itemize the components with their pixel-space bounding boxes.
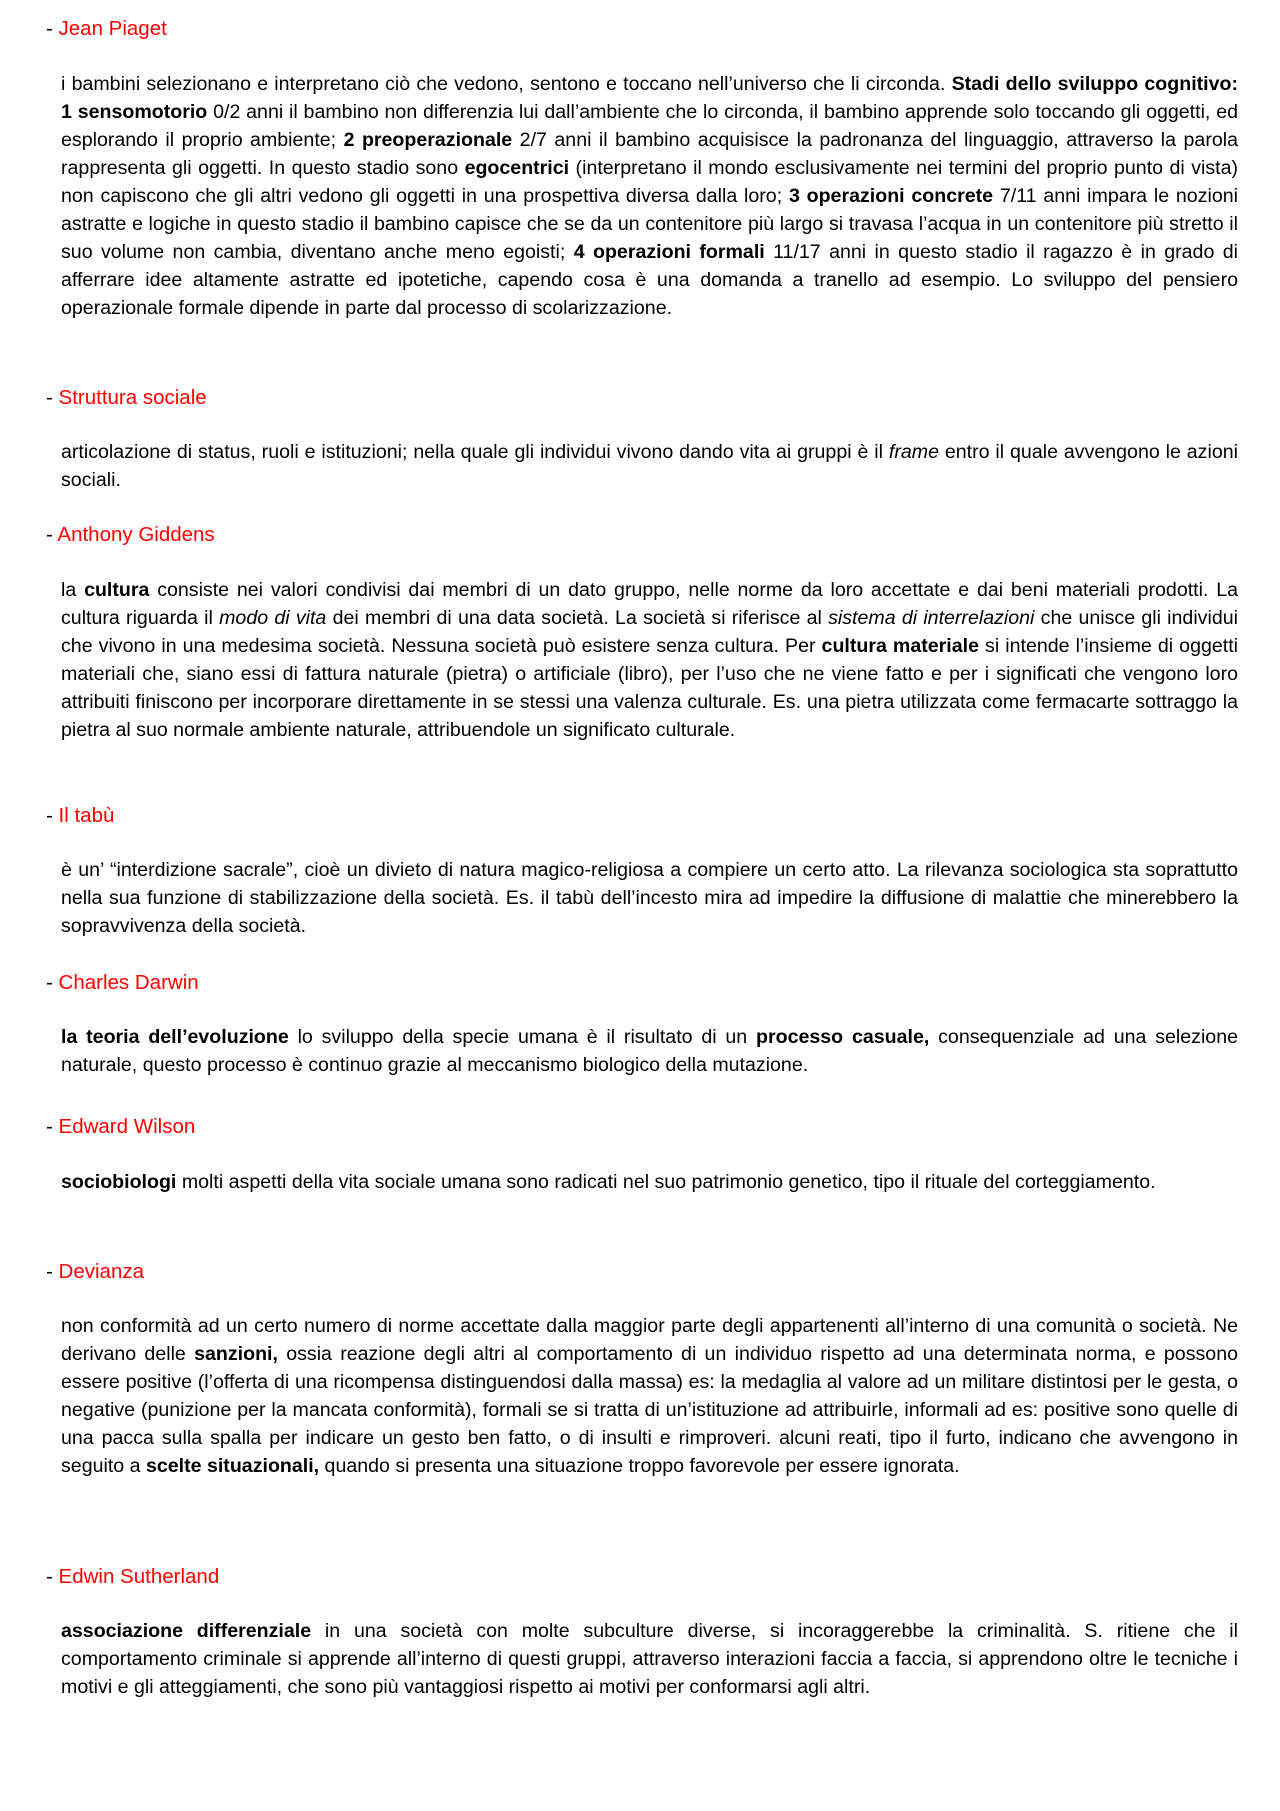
bold-run: egocentrici — [464, 157, 570, 179]
term-label: Anthony Giddens — [57, 523, 215, 546]
section-heading — [46, 1259, 144, 1285]
section-heading — [46, 1564, 219, 1590]
bold-run: sociobiologi — [61, 1171, 177, 1193]
text-run: in una società con molte subculture diverse, si incoraggerebbe la criminalità. S. ritiene che il comportamento criminale si apprende all’interno di questi gruppi, attraverso interazioni faccia a faccia, si apprendono oltre le tecniche i motivi e gli atteggiamenti, che sono più vantaggiosi rispetto ai motivi per conformarsi agli altri. — [61, 1620, 1239, 1698]
section-heading — [46, 385, 207, 411]
bold-run: Stadi dello sviluppo cognitivo: 1 sensomotorio — [61, 73, 1238, 123]
bullet-dash: - — [46, 17, 53, 40]
section-paragraph — [61, 576, 1238, 744]
bullet-dash: - — [46, 1565, 53, 1588]
text-run: lo sviluppo della specie umana è il risultato di un — [288, 1026, 757, 1048]
term-label: Edward Wilson — [58, 1115, 196, 1138]
text-run: (interpretano il mondo esclusivamente nei termini del proprio punto di vista) non capiscono che gli altri vedono gli oggetti in una prospettiva diversa dalla loro; — [61, 157, 1239, 207]
section-paragraph — [61, 1617, 1238, 1701]
italic-run: frame — [888, 441, 939, 463]
text-run: la — [61, 579, 85, 601]
term-label: Edwin Sutherland — [58, 1565, 220, 1588]
bullet-dash: - — [46, 804, 53, 827]
bold-run: 4 operazioni formali — [573, 241, 765, 263]
text-run: consequenziale ad una selezione naturale, questo processo è continuo grazie al meccanismo biologico della mutazione. — [61, 1026, 1238, 1076]
bold-run: processo casuale, — [756, 1026, 930, 1048]
text-run: 7/11 anni impara le nozioni astratte e logiche in questo stadio il bambino capisce che se da un contenitore più largo si travasa l’acqua in un contenitore più stretto il suo volume non cambia, diventano anche meno egoisti; — [61, 185, 1238, 263]
bold-run: cultura — [84, 579, 150, 601]
bold-run: cultura materiale — [821, 635, 979, 657]
bullet-dash: - — [46, 523, 53, 546]
section-heading — [46, 970, 199, 996]
text-run: consiste nei valori condivisi dai membri di un dato gruppo, nelle norme da loro accettate e dai beni materiali prodotti. La cultura riguarda il — [61, 579, 1238, 629]
bold-run: sanzioni, — [194, 1343, 278, 1365]
term-label: Devianza — [58, 1260, 144, 1283]
term-label: Jean Piaget — [58, 17, 167, 40]
section-paragraph — [61, 856, 1238, 940]
section-paragraph — [61, 438, 1238, 494]
text-run: quando si presenta una situazione troppo favorevole per essere ignorata. — [319, 1455, 960, 1477]
text-run: 2/7 anni il bambino acquisisce la padronanza del linguaggio, attraverso la parola rappresenta gli oggetti. In questo stadio sono — [61, 129, 1238, 179]
italic-run: sistema di interrelazioni — [828, 607, 1035, 629]
text-run: dei membri di una data società. La società si riferisce al — [326, 607, 829, 629]
term-label: Charles Darwin — [58, 971, 199, 994]
text-run: 11/17 anni in questo stadio il ragazzo è in grado di afferrare idee altamente astratte ed ipotetiche, capendo cosa è una domanda a tranello ad esempio. Lo sviluppo del pensiero operazionale formale dipende in parte dal processo di scolarizzazione. — [61, 241, 1238, 319]
section-heading — [46, 16, 167, 42]
italic-run: modo di vita — [219, 607, 327, 629]
section-heading — [46, 1114, 195, 1140]
bullet-dash: - — [46, 1260, 53, 1283]
text-run: ossia reazione degli altri al comportamento di un individuo rispetto ad una determinata norma, e possono essere positive (l’offerta di una ricompensa distinguendosi dalla massa) es: la medaglia al valore ad un militare distintosi per le gesta, o negative (punizione per la mancata conformità), formali se si tratta di un’istituzione ad attribuirle, informali ad es: positive sono quelle di una pacca sulla spalla per indicare un gesto ben fatto, o di insulti e rimproveri. alcuni reati, tipo il furto, indicano che avvengono in seguito a — [61, 1343, 1238, 1477]
text-run: entro il quale avvengono le azioni sociali. — [61, 441, 1238, 491]
bold-run: 3 operazioni concrete — [788, 185, 994, 207]
bullet-dash: - — [46, 386, 53, 409]
text-run: è un’ “interdizione sacrale”, cioè un divieto di natura magico-religiosa a compiere un certo atto. La rilevanza sociologica sta soprattutto nella sua funzione di stabilizzazione della società. Es. il tabù dell’incesto mira ad impedire la diffusione di malattie che minerebbero la sopravvivenza della società. — [61, 859, 1238, 937]
section-heading — [46, 803, 114, 829]
text-run: molti aspetti della vita sociale umana sono radicati nel suo patrimonio genetico, tipo il rituale del corteggiamento. — [176, 1171, 1156, 1193]
text-run: articolazione di status, ruoli e istituzioni; nella quale gli individui vivono dando vita ai gruppi è il — [61, 441, 889, 463]
text-run: i bambini selezionano e interpretano ciò che vedono, sentono e toccano nell’universo che li circonda. — [61, 73, 952, 95]
bullet-dash: - — [46, 1115, 53, 1138]
section-paragraph — [61, 1023, 1238, 1079]
section-paragraph — [61, 1312, 1238, 1480]
bold-run: la teoria dell’evoluzione — [61, 1026, 289, 1048]
bullet-dash: - — [46, 971, 53, 994]
text-run: non conformità ad un certo numero di norme accettate dalla maggior parte degli appartenenti all’interno di una comunità o società. Ne derivano delle — [61, 1315, 1238, 1365]
section-paragraph — [61, 1168, 1238, 1196]
text-run: che unisce gli individui che vivono in una medesima società. Nessuna società può esistere senza cultura. Per — [61, 607, 1238, 657]
bold-run: associazione differenziale — [61, 1620, 312, 1642]
term-label: Il tabù — [58, 804, 115, 827]
section-heading — [46, 522, 215, 548]
section-paragraph — [61, 70, 1238, 322]
text-run: 0/2 anni il bambino non differenzia lui dall’ambiente che lo circonda, il bambino apprende solo toccando gli oggetti, ed esplorando il proprio ambiente; — [61, 101, 1238, 151]
term-label: Struttura sociale — [58, 386, 207, 409]
bold-run: scelte situazionali, — [145, 1455, 320, 1477]
bold-run: 2 preoperazionale — [343, 129, 513, 151]
text-run: si intende l’insieme di oggetti materiali che, siano essi di fattura naturale (pietra) o artificiale (libro), per l’uso che ne viene fatto e per i significati che vengono loro attribuiti finiscono per incorporare direttamente in se stessi una valenza culturale. Es. una pietra utilizzata come fermacarte sottraggo la pietra al suo normale ambiente naturale, attribuendole un significato culturale. — [61, 635, 1238, 741]
